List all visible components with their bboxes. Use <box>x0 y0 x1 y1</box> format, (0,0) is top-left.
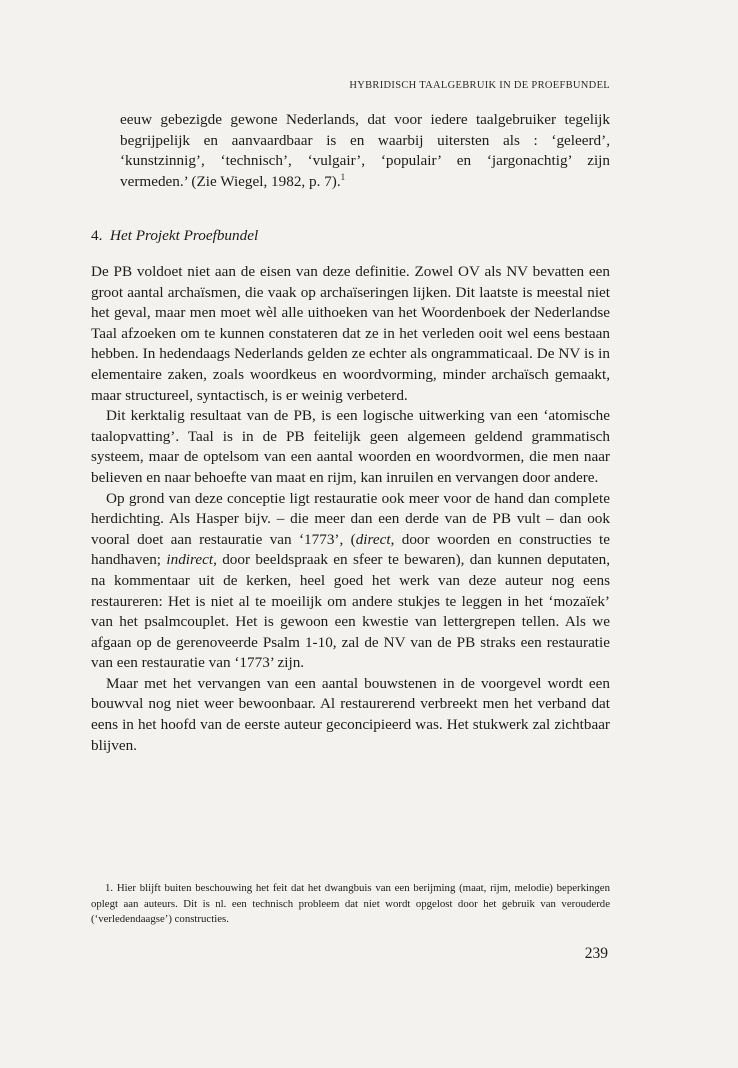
quotation-continuation <box>120 110 610 192</box>
footnote: 1. Hier blijft buiten beschouwing het feit dat het dwangbuis van een berijming (maat, rijm, melodie) beperkingen oplegt aan auteurs. Dit is nl. een technisch probleem dat niet wordt opgelost door het gebruik van verouderde (‘verledendaagse’) constructies. <box>91 882 610 925</box>
emphasis-indirect: indirect <box>166 551 214 569</box>
running-header: HYBRIDISCH TAALGEBRUIK IN DE PROEFBUNDEL <box>349 80 610 91</box>
paragraph-3-part-1: Op grond van deze conceptie ligt restauratie ook meer voor de hand dan complete herdichting. Als Hasper bijv. – die meer dan een derde van de PB vult – dan ook vooral doet aan restauratie van ‘1773’, ( <box>91 489 610 548</box>
paragraph-3-part-3: , door beeldspraak en sfeer te bewaren), dan kunnen deputaten, na kommentaar uit de kerken, heel goed het werk van deze auteur nog eens restaureren: Het is niet al te moeilijk om andere stukjes te leggen in het ‘mozaïek’ van het psalmcouplet. Het is gewoon een kwestie van lettergrepen tellen. Als we afgaan op de gerenoveerde Psalm 1-10, zal de NV van de PB straks een restauratie van een restauratie van ‘1773’ zijn. <box>91 551 610 672</box>
paragraph-4: Maar met het vervangen van een aantal bouwstenen in de voorgevel wordt een bouwval nog niet weer bewoonbaar. Al restaurerend verbreekt men het verband dat eens in het hoofd van de eerste auteur geconcipieerd was. Het stukwerk zal zichtbaar blijven. <box>91 674 610 754</box>
paragraph-1: De PB voldoet niet aan de eisen van deze definitie. Zowel OV als NV bevatten een groot aantal archaïsmen, die vaak op archaïseringen lijken. Dit laatste is meestal niet het geval, maar men moet wèl alle uithoeken van het Woordenboek der Nederlandse Taal afzoeken om te kunnen constateren dat ze in het verleden ooit wel eens bestaan hebben. In hedendaags Nederlands gelden ze echter als ongrammaticaal. De NV is in elementaire zaken, zoals woordkeus en woordvorming, minder archaïsch gemaakt, maar structureel, syntactisch, is er weinig verbeterd. <box>91 263 610 404</box>
page-number: 239 <box>584 945 608 962</box>
paragraph-3 <box>91 489 610 674</box>
body-text <box>91 262 610 756</box>
paragraph-3-part-2: , door woorden en constructies te handhaven; <box>91 530 610 569</box>
section-title: Het Projekt Proefbundel <box>109 227 259 244</box>
emphasis-direct: direct <box>355 530 391 548</box>
quotation-text: eeuw gebezigde gewone Nederlands, dat voor iedere taalgebruiker tegelijk begrijpelijk en aanvaardbaar is en waarbij uitersten als : ‘geleerd’, ‘kunstzinnig’, ‘technisch’, ‘vulgair’, ‘populair’ en ‘jargonachtig’ zijn vermeden.’ (Zie Wiegel, 1982, p. 7). <box>120 111 610 190</box>
footnote-reference: 1 <box>340 171 346 182</box>
paragraph-2: Dit kerktalig resultaat van de PB, is een logische uitwerking van een ‘atomische taalopvatting’. Taal is in de PB feitelijk geen algemeen geldend grammatisch systeem, maar de optelsom van een aantal woorden en woordvormen, die men naar believen en naar behoefte van maat en rijm, kan inruilen en vervangen door andere. <box>91 407 610 486</box>
section-heading <box>91 227 258 245</box>
section-number: 4. <box>91 227 103 244</box>
